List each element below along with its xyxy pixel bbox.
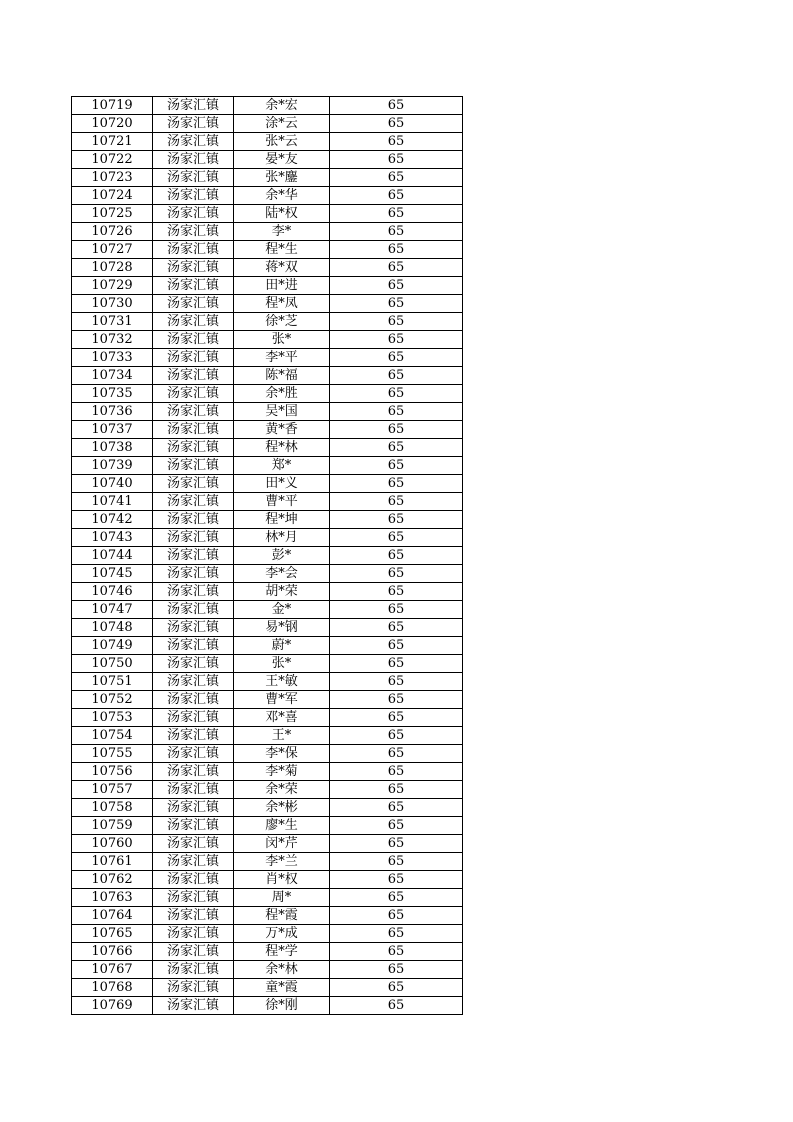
cell-name: 蒋*双 (234, 259, 330, 277)
table-row (72, 277, 463, 295)
cell-town: 汤家汇镇 (153, 421, 234, 439)
table-row (72, 709, 463, 727)
cell-amount: 65 (330, 583, 463, 601)
cell-amount: 65 (330, 853, 463, 871)
cell-town: 汤家汇镇 (153, 781, 234, 799)
cell-name: 徐*芝 (234, 313, 330, 331)
table-row (72, 367, 463, 385)
cell-town: 汤家汇镇 (153, 763, 234, 781)
table-row (72, 475, 463, 493)
cell-id: 10719 (72, 97, 153, 115)
cell-amount: 65 (330, 817, 463, 835)
cell-amount: 65 (330, 871, 463, 889)
cell-id: 10737 (72, 421, 153, 439)
cell-name: 程*学 (234, 943, 330, 961)
cell-name: 余*华 (234, 187, 330, 205)
cell-town: 汤家汇镇 (153, 799, 234, 817)
cell-name: 郑* (234, 457, 330, 475)
table-row (72, 691, 463, 709)
cell-name: 林*月 (234, 529, 330, 547)
cell-town: 汤家汇镇 (153, 655, 234, 673)
cell-id: 10749 (72, 637, 153, 655)
table-row (72, 763, 463, 781)
cell-amount: 65 (330, 133, 463, 151)
table-row (72, 925, 463, 943)
cell-id: 10755 (72, 745, 153, 763)
table-row (72, 241, 463, 259)
cell-id: 10745 (72, 565, 153, 583)
cell-id: 10721 (72, 133, 153, 151)
cell-name: 李*保 (234, 745, 330, 763)
table-row (72, 511, 463, 529)
table-row (72, 727, 463, 745)
table-row (72, 331, 463, 349)
cell-name: 程*凤 (234, 295, 330, 313)
table-row (72, 133, 463, 151)
cell-town: 汤家汇镇 (153, 871, 234, 889)
cell-amount: 65 (330, 709, 463, 727)
cell-amount: 65 (330, 277, 463, 295)
cell-name: 张* (234, 655, 330, 673)
cell-amount: 65 (330, 691, 463, 709)
table-row (72, 223, 463, 241)
cell-id: 10727 (72, 241, 153, 259)
cell-name: 廖*生 (234, 817, 330, 835)
cell-amount: 65 (330, 799, 463, 817)
cell-town: 汤家汇镇 (153, 889, 234, 907)
cell-id: 10763 (72, 889, 153, 907)
cell-name: 余*彬 (234, 799, 330, 817)
cell-id: 10748 (72, 619, 153, 637)
cell-town: 汤家汇镇 (153, 673, 234, 691)
table-row (72, 151, 463, 169)
cell-id: 10760 (72, 835, 153, 853)
table-row (72, 115, 463, 133)
cell-town: 汤家汇镇 (153, 925, 234, 943)
cell-amount: 65 (330, 907, 463, 925)
cell-town: 汤家汇镇 (153, 187, 234, 205)
cell-id: 10754 (72, 727, 153, 745)
cell-amount: 65 (330, 655, 463, 673)
cell-id: 10759 (72, 817, 153, 835)
cell-town: 汤家汇镇 (153, 817, 234, 835)
table-row (72, 349, 463, 367)
cell-id: 10742 (72, 511, 153, 529)
table-row (72, 403, 463, 421)
cell-id: 10746 (72, 583, 153, 601)
cell-id: 10747 (72, 601, 153, 619)
cell-amount: 65 (330, 511, 463, 529)
table-row (72, 97, 463, 115)
cell-amount: 65 (330, 565, 463, 583)
cell-amount: 65 (330, 529, 463, 547)
cell-id: 10753 (72, 709, 153, 727)
table-row (72, 529, 463, 547)
table-row (72, 817, 463, 835)
cell-town: 汤家汇镇 (153, 295, 234, 313)
cell-name: 邓*喜 (234, 709, 330, 727)
cell-amount: 65 (330, 241, 463, 259)
cell-town: 汤家汇镇 (153, 331, 234, 349)
cell-amount: 65 (330, 727, 463, 745)
cell-id: 10752 (72, 691, 153, 709)
cell-id: 10740 (72, 475, 153, 493)
cell-amount: 65 (330, 187, 463, 205)
table-row (72, 943, 463, 961)
cell-name: 田*进 (234, 277, 330, 295)
cell-name: 陆*权 (234, 205, 330, 223)
cell-amount: 65 (330, 331, 463, 349)
table-row (72, 565, 463, 583)
cell-town: 汤家汇镇 (153, 457, 234, 475)
table-row (72, 547, 463, 565)
table-row (72, 583, 463, 601)
cell-amount: 65 (330, 421, 463, 439)
cell-id: 10731 (72, 313, 153, 331)
cell-name: 黄*香 (234, 421, 330, 439)
table-row (72, 421, 463, 439)
cell-id: 10751 (72, 673, 153, 691)
cell-town: 汤家汇镇 (153, 151, 234, 169)
cell-town: 汤家汇镇 (153, 511, 234, 529)
cell-town: 汤家汇镇 (153, 403, 234, 421)
cell-id: 10724 (72, 187, 153, 205)
table-row (72, 997, 463, 1015)
table-row (72, 961, 463, 979)
cell-amount: 65 (330, 745, 463, 763)
cell-name: 彭* (234, 547, 330, 565)
cell-name: 曹*平 (234, 493, 330, 511)
table-row (72, 637, 463, 655)
table-row (72, 439, 463, 457)
cell-name: 程*生 (234, 241, 330, 259)
cell-town: 汤家汇镇 (153, 997, 234, 1015)
cell-town: 汤家汇镇 (153, 961, 234, 979)
cell-id: 10767 (72, 961, 153, 979)
data-table (71, 96, 463, 1015)
cell-town: 汤家汇镇 (153, 565, 234, 583)
cell-amount: 65 (330, 601, 463, 619)
cell-town: 汤家汇镇 (153, 601, 234, 619)
cell-name: 程*霞 (234, 907, 330, 925)
cell-amount: 65 (330, 259, 463, 277)
table-row (72, 655, 463, 673)
cell-amount: 65 (330, 889, 463, 907)
cell-town: 汤家汇镇 (153, 367, 234, 385)
table-row (72, 799, 463, 817)
cell-amount: 65 (330, 547, 463, 565)
cell-town: 汤家汇镇 (153, 97, 234, 115)
cell-name: 万*成 (234, 925, 330, 943)
cell-name: 王* (234, 727, 330, 745)
table-row (72, 259, 463, 277)
cell-name: 程*林 (234, 439, 330, 457)
cell-amount: 65 (330, 835, 463, 853)
cell-id: 10734 (72, 367, 153, 385)
cell-id: 10762 (72, 871, 153, 889)
cell-id: 10744 (72, 547, 153, 565)
table-row (72, 835, 463, 853)
cell-id: 10743 (72, 529, 153, 547)
table-row (72, 907, 463, 925)
cell-amount: 65 (330, 619, 463, 637)
cell-amount: 65 (330, 385, 463, 403)
cell-id: 10725 (72, 205, 153, 223)
table-row (72, 889, 463, 907)
cell-id: 10764 (72, 907, 153, 925)
cell-name: 余*林 (234, 961, 330, 979)
cell-name: 徐*刚 (234, 997, 330, 1015)
cell-town: 汤家汇镇 (153, 277, 234, 295)
cell-name: 闵*芹 (234, 835, 330, 853)
table-row (72, 871, 463, 889)
cell-town: 汤家汇镇 (153, 313, 234, 331)
cell-amount: 65 (330, 97, 463, 115)
cell-name: 易*钢 (234, 619, 330, 637)
cell-town: 汤家汇镇 (153, 385, 234, 403)
cell-name: 蔚* (234, 637, 330, 655)
cell-name: 李* (234, 223, 330, 241)
cell-amount: 65 (330, 475, 463, 493)
cell-name: 童*霞 (234, 979, 330, 997)
table-row (72, 493, 463, 511)
table-row (72, 853, 463, 871)
cell-name: 张* (234, 331, 330, 349)
cell-id: 10758 (72, 799, 153, 817)
table-row (72, 601, 463, 619)
cell-town: 汤家汇镇 (153, 547, 234, 565)
cell-town: 汤家汇镇 (153, 907, 234, 925)
table-row (72, 385, 463, 403)
cell-town: 汤家汇镇 (153, 943, 234, 961)
cell-amount: 65 (330, 169, 463, 187)
cell-town: 汤家汇镇 (153, 439, 234, 457)
cell-name: 涂*云 (234, 115, 330, 133)
cell-amount: 65 (330, 961, 463, 979)
cell-amount: 65 (330, 367, 463, 385)
cell-amount: 65 (330, 979, 463, 997)
cell-name: 晏*友 (234, 151, 330, 169)
cell-name: 程*坤 (234, 511, 330, 529)
cell-town: 汤家汇镇 (153, 475, 234, 493)
table-row (72, 457, 463, 475)
cell-name: 张*云 (234, 133, 330, 151)
table-row (72, 205, 463, 223)
table-row (72, 745, 463, 763)
table-row (72, 295, 463, 313)
cell-id: 10726 (72, 223, 153, 241)
table-row (72, 673, 463, 691)
cell-amount: 65 (330, 223, 463, 241)
cell-town: 汤家汇镇 (153, 205, 234, 223)
cell-name: 曹*军 (234, 691, 330, 709)
cell-id: 10761 (72, 853, 153, 871)
cell-town: 汤家汇镇 (153, 745, 234, 763)
cell-id: 10741 (72, 493, 153, 511)
cell-amount: 65 (330, 763, 463, 781)
cell-name: 余*胜 (234, 385, 330, 403)
cell-amount: 65 (330, 781, 463, 799)
cell-town: 汤家汇镇 (153, 637, 234, 655)
cell-town: 汤家汇镇 (153, 133, 234, 151)
cell-id: 10732 (72, 331, 153, 349)
cell-name: 李*平 (234, 349, 330, 367)
cell-town: 汤家汇镇 (153, 169, 234, 187)
cell-amount: 65 (330, 295, 463, 313)
cell-amount: 65 (330, 673, 463, 691)
cell-amount: 65 (330, 943, 463, 961)
cell-town: 汤家汇镇 (153, 727, 234, 745)
cell-name: 余*宏 (234, 97, 330, 115)
cell-id: 10769 (72, 997, 153, 1015)
cell-town: 汤家汇镇 (153, 709, 234, 727)
cell-id: 10738 (72, 439, 153, 457)
cell-town: 汤家汇镇 (153, 259, 234, 277)
cell-amount: 65 (330, 115, 463, 133)
cell-town: 汤家汇镇 (153, 115, 234, 133)
cell-name: 李*菊 (234, 763, 330, 781)
table-row (72, 619, 463, 637)
cell-amount: 65 (330, 637, 463, 655)
cell-id: 10750 (72, 655, 153, 673)
cell-name: 陈*福 (234, 367, 330, 385)
cell-name: 胡*荣 (234, 583, 330, 601)
cell-name: 王*敏 (234, 673, 330, 691)
table-body (72, 97, 463, 1015)
cell-id: 10723 (72, 169, 153, 187)
cell-town: 汤家汇镇 (153, 979, 234, 997)
cell-town: 汤家汇镇 (153, 349, 234, 367)
cell-id: 10756 (72, 763, 153, 781)
cell-amount: 65 (330, 457, 463, 475)
cell-name: 李*兰 (234, 853, 330, 871)
cell-id: 10735 (72, 385, 153, 403)
cell-id: 10730 (72, 295, 153, 313)
cell-amount: 65 (330, 439, 463, 457)
cell-id: 10765 (72, 925, 153, 943)
cell-id: 10766 (72, 943, 153, 961)
cell-town: 汤家汇镇 (153, 583, 234, 601)
table-row (72, 187, 463, 205)
table-row (72, 169, 463, 187)
cell-name: 张*鏖 (234, 169, 330, 187)
cell-id: 10722 (72, 151, 153, 169)
cell-town: 汤家汇镇 (153, 241, 234, 259)
cell-name: 肖*权 (234, 871, 330, 889)
cell-amount: 65 (330, 313, 463, 331)
cell-amount: 65 (330, 925, 463, 943)
cell-amount: 65 (330, 997, 463, 1015)
cell-name: 金* (234, 601, 330, 619)
table-row (72, 313, 463, 331)
cell-town: 汤家汇镇 (153, 835, 234, 853)
cell-town: 汤家汇镇 (153, 529, 234, 547)
table-row (72, 781, 463, 799)
cell-name: 周* (234, 889, 330, 907)
cell-id: 10729 (72, 277, 153, 295)
cell-name: 吴*国 (234, 403, 330, 421)
cell-amount: 65 (330, 493, 463, 511)
cell-name: 余*荣 (234, 781, 330, 799)
cell-name: 田*义 (234, 475, 330, 493)
cell-amount: 65 (330, 205, 463, 223)
cell-town: 汤家汇镇 (153, 691, 234, 709)
cell-amount: 65 (330, 349, 463, 367)
cell-town: 汤家汇镇 (153, 223, 234, 241)
cell-amount: 65 (330, 403, 463, 421)
cell-name: 李*会 (234, 565, 330, 583)
table-row (72, 979, 463, 997)
cell-id: 10720 (72, 115, 153, 133)
cell-town: 汤家汇镇 (153, 493, 234, 511)
cell-id: 10768 (72, 979, 153, 997)
cell-amount: 65 (330, 151, 463, 169)
cell-town: 汤家汇镇 (153, 853, 234, 871)
cell-id: 10736 (72, 403, 153, 421)
cell-id: 10728 (72, 259, 153, 277)
cell-id: 10757 (72, 781, 153, 799)
cell-town: 汤家汇镇 (153, 619, 234, 637)
cell-id: 10733 (72, 349, 153, 367)
cell-id: 10739 (72, 457, 153, 475)
